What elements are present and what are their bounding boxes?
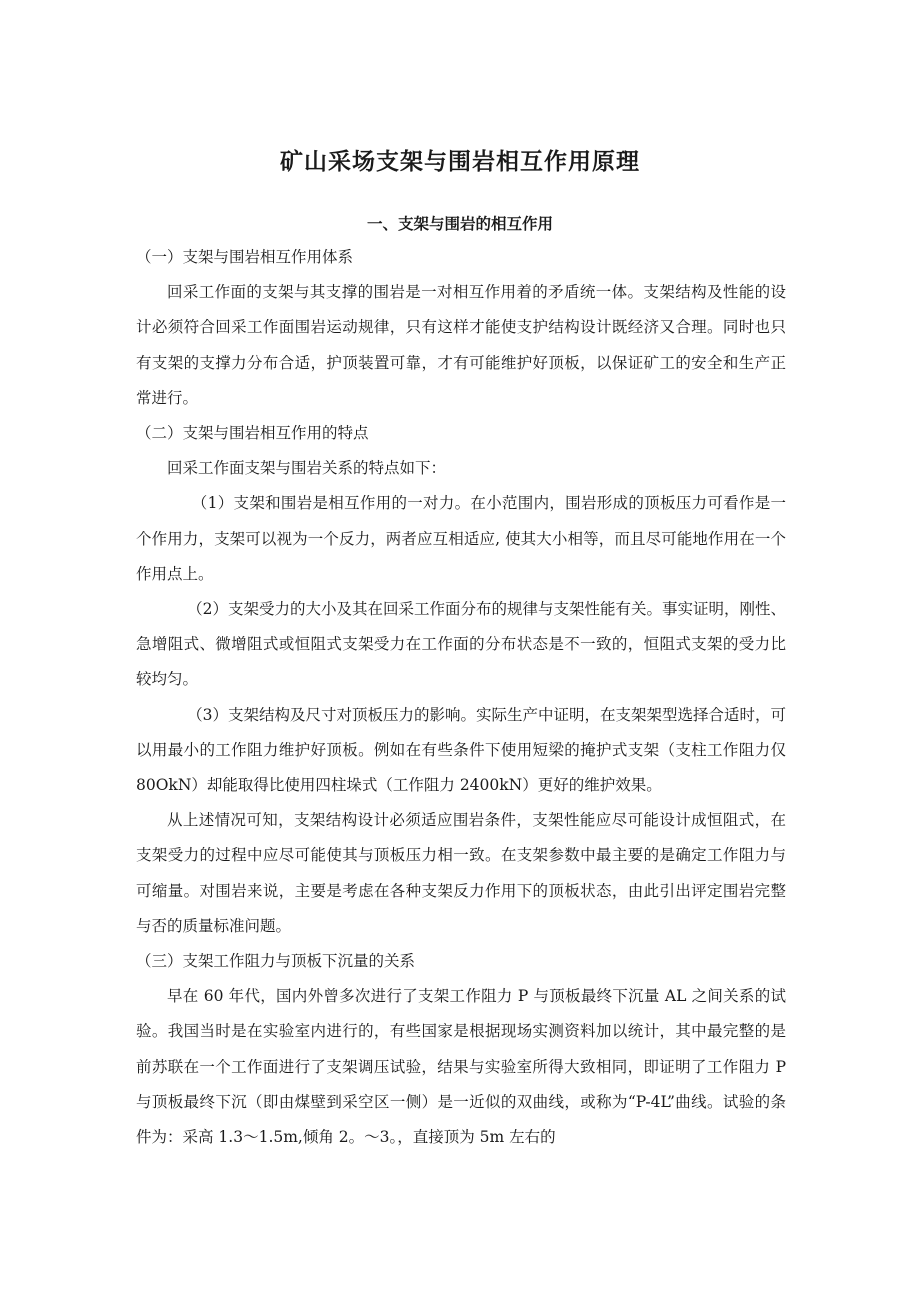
section-title: 一、支架与围岩的相互作用 <box>366 214 553 233</box>
list-item: （1）支架和围岩是相互作用的一对力。在小范围内，围岩形成的顶板压力可看作是一个作用力，支架可以视为一个反力，两者应互相适应, 使其大小相等，而且尽可能地作用在一个作用点上。 <box>136 494 786 583</box>
body-paragraph: 回采工作面支架与围岩关系的特点如下： <box>167 459 447 478</box>
list-item: （2）支架受力的大小及其在回采工作面分布的规律与支架性能有关。事实证明，刚性、急增阻式、微增阻式或恒阻式支架受力在工作面的分布状态是不一致的，恒阻式支架的受力比较均匀。 <box>136 600 787 689</box>
subsection-heading: （三）支架工作阻力与顶板下沉量的关系 <box>136 952 416 971</box>
subsection-heading: （一）支架与围岩相互作用体系 <box>136 248 354 266</box>
document-title: 矿山采场支架与围岩相互作用原理 <box>280 149 640 175</box>
list-item: （3）支架结构及尺寸对顶板压力的影响。实际生产中证明，在支架架型选择合适时，可以用最小的工作阻力维护好顶板。例如在有些条件下使用短梁的掩护式支架（支柱工作阻力仅 80OkN）却能取得比使用四柱垛式（工作阻力 2400kN）更好的维护效果。 <box>136 705 787 795</box>
document-body <box>136 240 786 1155</box>
body-paragraph: 回采工作面的支架与其支撑的围岩是一对相互作用着的矛盾统一体。支架结构及性能的设计必须符合回采工作面围岩运动规律，只有这样才能使支护结构设计既经济又合理。同时也只有支架的支撑力分布合适，护顶装置可靠，才有可能维护好顶板，以保证矿工的安全和生产正常进行。 <box>136 283 786 407</box>
body-paragraph: 从上述情况可知，支架结构设计必须适应围岩条件，支架性能应尽可能设计成恒阻式，在支架受力的过程中应尽可能使其与顶板压力相一致。在支架参数中最主要的是确定工作阻力与可缩量。对围岩来说，主要是考虑在各种支架反力作用下的顶板状态，由此引出评定围岩完整与否的质量标准问题。 <box>136 811 786 935</box>
subsection-heading: （二）支架与围岩相互作用的特点 <box>136 424 369 443</box>
body-paragraph: 早在 60 年代，国内外曾多次进行了支架工作阻力 P 与顶板最终下沉量 AL 之间关系的试验。我国当时是在实验室内进行的，有些国家是根据现场实测资料加以统计，其中最完整的是前苏联在一个工作面进行了支架调压试验，结果与实验室所得大致相同，即证明了工作阻力 P 与顶板最终下沉（即由煤壁到采空区一侧）是一近似的双曲线，或称为“P-4L”曲线。试验的条件为：采高 1.3～1.5m,倾角 2。～3。，直接顶为 5m 左右的 <box>136 987 786 1147</box>
